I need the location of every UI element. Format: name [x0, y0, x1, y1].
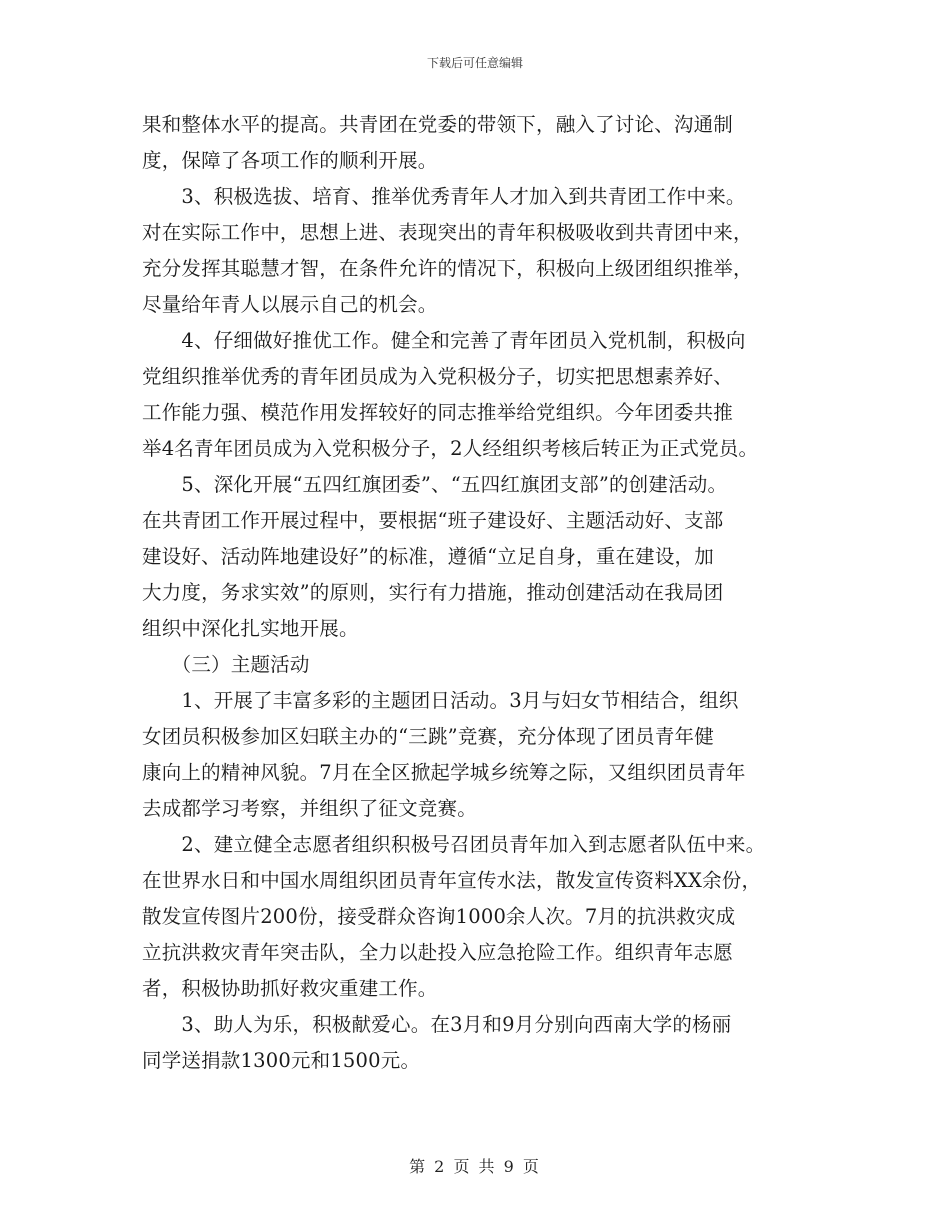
body-line: 去成都学习考察，并组织了征文竞赛。	[142, 797, 477, 820]
body-line: 果和整体水平的提高。共青团在党委的带领下，融入了讨论、沟通制	[142, 113, 734, 136]
body-line: 组织中深化扎实地开展。	[142, 617, 359, 640]
body-line: 建设好、活动阵地建设好”的标准，遵循“立足自身，重在建设，加	[142, 545, 714, 568]
body-line: 康向上的精神风貌。7月在全区掀起学城乡统筹之际，又组织团员青年	[142, 761, 746, 784]
body-line: 度，保障了各项工作的顺利开展。	[142, 149, 438, 172]
page-footer: 第 2 页 共 9 页	[409, 1157, 541, 1176]
body-line: 尽量给年青人以展示自己的机会。	[142, 293, 438, 316]
body-line: 散发宣传图片200份，接受群众咨询1000余人次。7月的抗洪救灾成	[142, 905, 736, 928]
body-line: 1、开展了丰富多彩的主题团日活动。3月与妇女节相结合，组织	[142, 689, 739, 712]
body-line: 对在实际工作中，思想上进、表现突出的青年积极吸收到共青团中来，	[142, 221, 753, 244]
page-header: 下载后可任意编辑	[426, 56, 523, 70]
body-line: 3、积极选拔、培育、推举优秀青年人才加入到共青团工作中来。	[142, 185, 746, 208]
body-line: 同学送捐款1300元和1500元。	[142, 1049, 421, 1072]
body-line: 大力度，务求实效”的原则，实行有力措施，推动创建活动在我局团	[142, 581, 724, 604]
body-line: 工作能力强、模范作用发挥较好的同志推举给党组织。今年团委共推	[142, 401, 734, 424]
body-line: 3、助人为乐，积极献爱心。在3月和9月分别向西南大学的杨丽	[142, 1013, 732, 1036]
body-line: 立抗洪救灾青年突击队，全力以赴投入应急抢险工作。组织青年志愿	[142, 941, 734, 964]
body-line: （三）主题活动	[142, 653, 310, 676]
body-line: 充分发挥其聪慧才智，在条件允许的情况下，积极向上级团组织推举，	[142, 257, 753, 280]
document-body	[142, 107, 822, 1079]
body-line: 5、深化开展“五四红旗团委”、“五四红旗团支部”的创建活动。	[142, 473, 728, 496]
body-line: 女团员积极参加区妇联主办的“三跳”竞赛，充分体现了团员青年健	[142, 725, 714, 748]
body-line: 在世界水日和中国水周组织团员青年宣传水法，散发宣传资料XX余份，	[142, 869, 762, 892]
body-line: 者，积极协助抓好救灾重建工作。	[142, 977, 438, 1000]
body-line: 在共青团工作开展过程中，要根据“班子建设好、主题活动好、支部	[142, 509, 724, 532]
body-line: 4、仔细做好推优工作。健全和完善了青年团员入党机制，积极向	[142, 329, 746, 352]
body-line: 举4名青年团员成为入党积极分子，2人经组织考核后转正为正式党员。	[142, 437, 759, 460]
body-line: 2、建立健全志愿者组织积极号召团员青年加入到志愿者队伍中来。	[142, 833, 766, 856]
body-line: 党组织推举优秀的青年团员成为入党积极分子，切实把思想素养好、	[142, 365, 734, 388]
